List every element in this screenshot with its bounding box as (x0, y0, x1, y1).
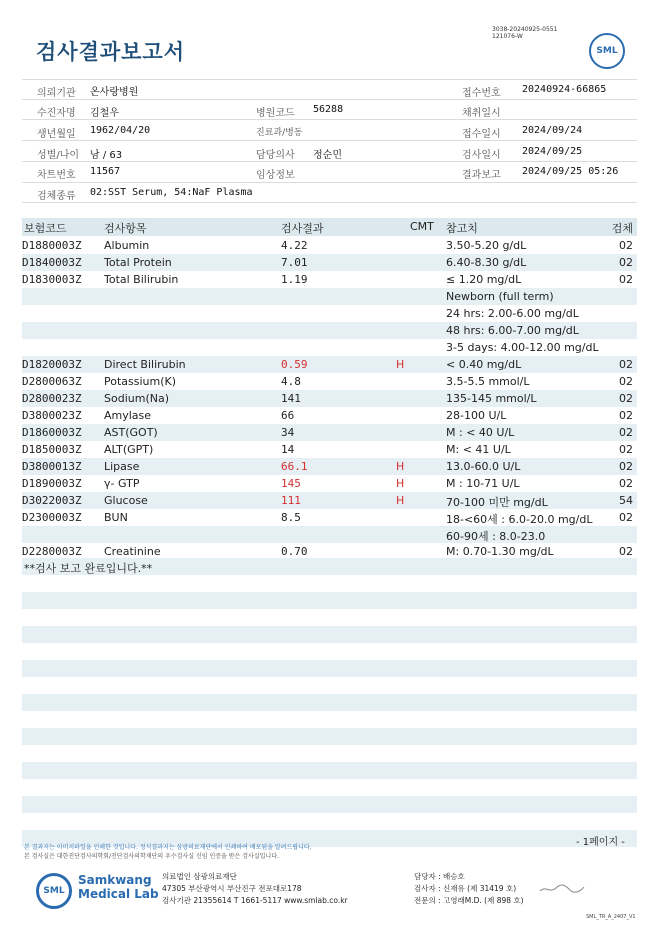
result-cell: 66.1 (281, 460, 308, 473)
empty-row (22, 796, 637, 813)
sex-age-value: 남 / 63 (90, 150, 123, 161)
table-row (22, 407, 637, 424)
signature-image (538, 883, 586, 895)
empty-row (22, 762, 637, 779)
flag-cell: H (396, 358, 405, 371)
col-reference: 참고치 (446, 222, 478, 235)
result-cell: 145 (281, 477, 301, 490)
document-id-line2: 121076-W (492, 33, 523, 40)
insurance-code-cell: D1830003Z (22, 273, 82, 286)
received-label: 접수일시 (462, 129, 501, 140)
hospital-code-value: 56288 (313, 104, 344, 115)
footer-staff-tester: 검사자 : 신재유 (제 31419 호) (414, 884, 517, 893)
table-row (22, 356, 637, 373)
clinical-info-label: 임상정보 (256, 170, 295, 181)
tested-label: 검사일시 (462, 150, 501, 161)
reference-cell: ≤ 1.20 mg/dL (446, 273, 522, 286)
specimen-cell: 02 (619, 375, 633, 388)
chart-no-value: 11567 (90, 166, 121, 177)
col-insurance-code: 보험코드 (24, 222, 67, 235)
patient-value: 김철우 (90, 108, 119, 119)
table-row (22, 526, 637, 543)
reference-cell: 6.40-8.30 g/dL (446, 256, 527, 269)
table-row (22, 492, 637, 509)
result-cell: 14 (281, 443, 295, 456)
result-cell: 8.5 (281, 511, 301, 524)
table-row (22, 475, 637, 492)
hospital-code-label: 병원코드 (256, 108, 295, 119)
flag-cell: H (396, 460, 405, 473)
reference-cell: 13.0-60.0 U/L (446, 460, 521, 473)
footer-contact: 검사기관 21355614 T 1661-5117 www.smlab.co.kr (162, 896, 348, 905)
footer-org-info (162, 871, 348, 907)
specimen-cell: 02 (619, 256, 633, 269)
table-row (22, 458, 637, 475)
insurance-code-cell: D3800013Z (22, 460, 82, 473)
sex-age-label: 성별/나이 (37, 150, 80, 161)
reference-cell: 18-<60세 : 6.0-20.0 mg/dL (446, 513, 593, 526)
divider (22, 202, 637, 203)
insurance-code-cell: D2800063Z (22, 375, 82, 388)
result-cell: 7.01 (281, 256, 308, 269)
chart-no-label: 차트번호 (37, 170, 76, 181)
test-name-cell: Potassium(K) (104, 375, 177, 388)
footer-staff-specialist: 전문의 : 고영래M.D. (제 898 호) (414, 896, 524, 905)
institution-value: 온사랑병원 (90, 87, 139, 98)
test-name-cell: Direct Bilirubin (104, 358, 186, 371)
table-row (22, 424, 637, 441)
test-name-cell: Amylase (104, 409, 152, 422)
institution-label: 의뢰기관 (37, 88, 76, 99)
reference-cell: 3.50-5.20 g/dL (446, 239, 527, 252)
result-cell: 0.70 (281, 545, 308, 558)
col-test-name: 검사항목 (104, 222, 147, 235)
doctor-value: 정순민 (313, 150, 342, 161)
table-row (22, 509, 637, 526)
reference-cell: M : < 40 U/L (446, 426, 515, 439)
footer-brand (78, 873, 159, 901)
specimen-cell: 02 (619, 545, 633, 558)
dept-label: 진료과/병동 (256, 128, 303, 138)
document-id-line1: 3038-20240925-0551 (492, 26, 558, 33)
table-row (22, 390, 637, 407)
completion-message: **검사 보고 완료입니다.** (24, 562, 153, 575)
reference-cell: 3-5 days: 4.00-12.00 mg/dL (446, 341, 599, 354)
reference-cell: 24 hrs: 2.00-6.00 mg/dL (446, 307, 579, 320)
divider (22, 140, 637, 141)
reference-cell: 135-145 mmol/L (446, 392, 537, 405)
empty-row (22, 626, 637, 643)
test-name-cell: Lipase (104, 460, 140, 473)
result-cell: 4.22 (281, 239, 308, 252)
specimen-cell: 02 (619, 358, 633, 371)
receipt-no-value: 20240924-66865 (522, 84, 607, 95)
table-row (22, 288, 637, 305)
test-name-cell: Glucose (104, 494, 148, 507)
result-cell: 34 (281, 426, 295, 439)
dob-label: 생년월일 (37, 129, 76, 140)
flag-cell: H (396, 477, 405, 490)
specimen-cell: 02 (619, 443, 633, 456)
footer-staff (414, 871, 524, 907)
reference-cell: M : 10-71 U/L (446, 477, 520, 490)
insurance-code-cell: D1850003Z (22, 443, 82, 456)
test-name-cell: AST(GOT) (104, 426, 158, 439)
insurance-code-cell: D1840003Z (22, 256, 82, 269)
insurance-code-cell: D1820003Z (22, 358, 82, 371)
specimen-value: 02:SST Serum, 54:NaF Plasma (90, 187, 253, 198)
test-name-cell: Total Bilirubin (104, 273, 179, 286)
divider (22, 182, 637, 183)
empty-row (22, 728, 637, 745)
test-name-cell: Total Protein (104, 256, 172, 269)
receipt-no-label: 접수번호 (462, 88, 501, 99)
specimen-label: 검체종류 (37, 191, 76, 202)
insurance-code-cell: D1860003Z (22, 426, 82, 439)
footer-brand-line2: Medical Lab (78, 887, 159, 901)
empty-row (22, 694, 637, 711)
result-cell: 66 (281, 409, 295, 422)
flag-cell: H (396, 494, 405, 507)
table-row (22, 271, 637, 288)
reference-cell: 70-100 미만 mg/dL (446, 496, 548, 509)
table-row (22, 373, 637, 390)
specimen-cell: 02 (619, 477, 633, 490)
completion-row (22, 558, 637, 575)
result-cell: 111 (281, 494, 301, 507)
specimen-cell: 02 (619, 460, 633, 473)
insurance-code-cell: D1890003Z (22, 477, 82, 490)
col-specimen: 검체 (611, 222, 633, 235)
divider (22, 79, 637, 80)
result-cell: 4.8 (281, 375, 301, 388)
reference-cell: 48 hrs: 6.00-7.00 mg/dL (446, 324, 579, 337)
insurance-code-cell: D2280003Z (22, 545, 82, 558)
divider (22, 161, 637, 162)
col-cmt: CMT (410, 220, 434, 233)
report-title: 검사결과보고서 (36, 40, 186, 64)
table-row (22, 305, 637, 322)
insurance-code-cell: D3800023Z (22, 409, 82, 422)
collection-label: 채취일시 (462, 108, 501, 119)
insurance-code-cell: D2800023Z (22, 392, 82, 405)
doctor-label: 담당의사 (256, 150, 295, 161)
specimen-cell: 02 (619, 511, 633, 524)
table-row (22, 339, 637, 356)
insurance-code-cell: D3022003Z (22, 494, 82, 507)
test-name-cell: Creatinine (104, 545, 161, 558)
specimen-cell: 02 (619, 273, 633, 286)
empty-row (22, 592, 637, 609)
table-row (22, 254, 637, 271)
divider (22, 99, 637, 100)
reported-label: 결과보고 (462, 170, 501, 181)
result-cell: 1.19 (281, 273, 308, 286)
insurance-code-cell: D2300003Z (22, 511, 82, 524)
reference-cell: 28-100 U/L (446, 409, 507, 422)
test-name-cell: γ- GTP (104, 477, 140, 490)
document-id (492, 26, 557, 40)
test-name-cell: BUN (104, 511, 128, 524)
footer-org: 의료법인 삼광의료재단 (162, 872, 237, 881)
test-name-cell: Albumin (104, 239, 150, 252)
test-name-cell: Sodium(Na) (104, 392, 169, 405)
specimen-cell: 02 (619, 409, 633, 422)
reported-value: 2024/09/25 05:26 (522, 166, 619, 177)
reference-cell: M: < 41 U/L (446, 443, 511, 456)
test-name-cell: ALT(GPT) (104, 443, 154, 456)
tested-value: 2024/09/25 (522, 146, 583, 157)
reference-cell: Newborn (full term) (446, 290, 554, 303)
specimen-cell: 02 (619, 392, 633, 405)
table-row (22, 237, 637, 254)
result-cell: 0.59 (281, 358, 308, 371)
sml-logo: SML (589, 33, 625, 69)
print-notice: 본 결과지는 이미지파일을 인쇄한 것입니다. 정식결과지는 삼광의료재단에서 인쇄하여 배포됨을 알려드립니다. (24, 844, 312, 851)
specimen-cell: 02 (619, 426, 633, 439)
accreditation-notice: 본 검사실은 대한진단검사의학회/진단검사의학재단의 우수검사실 신임 인증을 받은 검사실입니다. (24, 853, 279, 860)
footer-address: 47305 부산광역시 부산진구 전포대로178 (162, 884, 302, 893)
table-row (22, 322, 637, 339)
reference-cell: 60-90세 : 8.0-23.0 (446, 530, 546, 543)
col-result: 검사결과 (281, 222, 324, 235)
table-row (22, 441, 637, 458)
specimen-cell: 54 (619, 494, 633, 507)
reference-cell: M: 0.70-1.30 mg/dL (446, 545, 554, 558)
dob-value: 1962/04/20 (90, 125, 151, 136)
page-number: - 1페이지 - (576, 837, 625, 848)
form-version: SML_TR_A_2407_V1 (586, 914, 636, 920)
insurance-code-cell: D1880003Z (22, 239, 82, 252)
footer-brand-line1: Samkwang (78, 873, 152, 887)
reference-cell: < 0.40 mg/dL (446, 358, 522, 371)
specimen-cell: 02 (619, 239, 633, 252)
received-value: 2024/09/24 (522, 125, 583, 136)
results-table-header (22, 218, 637, 236)
reference-cell: 3.5-5.5 mmol/L (446, 375, 530, 388)
patient-label: 수진자명 (37, 108, 76, 119)
result-cell: 141 (281, 392, 301, 405)
empty-row (22, 660, 637, 677)
sml-footer-logo: SML (36, 873, 72, 909)
footer-staff-manager: 담당자 : 배승호 (414, 872, 465, 881)
divider (22, 119, 637, 120)
